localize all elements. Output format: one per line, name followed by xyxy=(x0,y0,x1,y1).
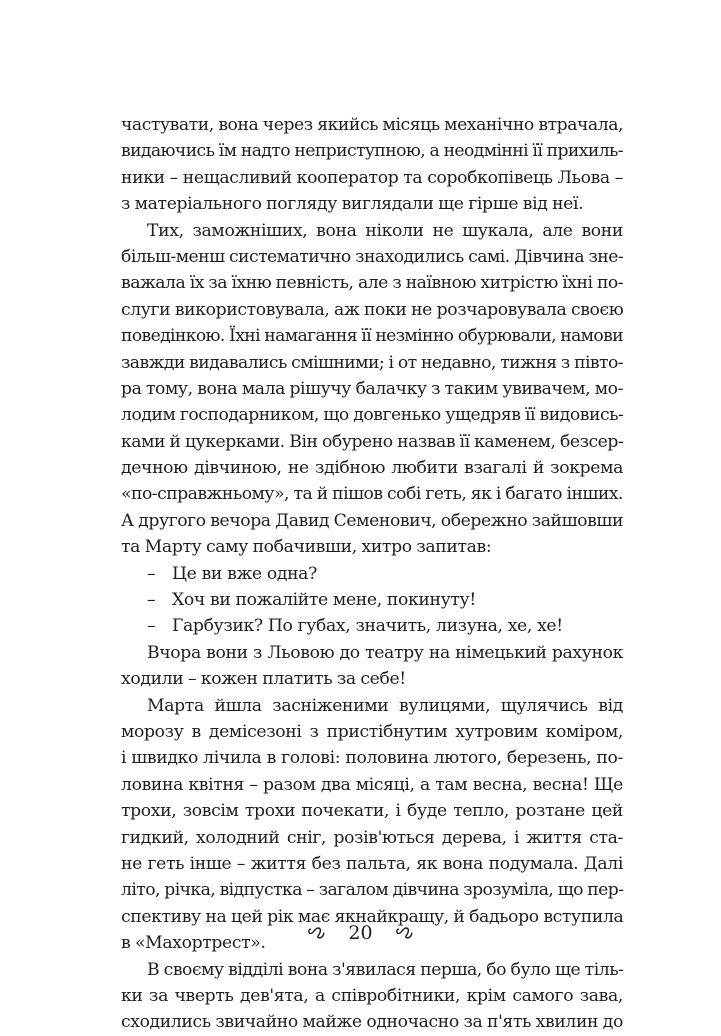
dialogue-text-line xyxy=(121,613,623,639)
text-line: дечною дівчиною, не здібною любити взагалі й зокрема xyxy=(121,458,623,479)
dialogue-dash: – xyxy=(147,563,156,584)
text-line: завжди видавались смішними; і от недавно, тижня з півто- xyxy=(121,352,624,373)
text-line: та Марту саму побачивши, хитро запитав: xyxy=(121,537,492,558)
text-line: трохи, зовсім трохи почекати, і буде тепло, розтане цей xyxy=(121,801,623,822)
swash-ornament-icon xyxy=(395,926,415,940)
text-line: гидкий, холодний сніг, розів'ються дерева, і життя ста- xyxy=(121,827,623,848)
text-line: лодим господарником, що довгенько ущедряв її видовись- xyxy=(121,405,624,426)
paragraph xyxy=(121,693,623,957)
text-line: В своєму відділі вона з'явилася перша, бо було ще тіль- xyxy=(147,959,624,980)
text-line: в «Махортрест». xyxy=(121,933,266,954)
text-line: Марта йшла засніженими вулицями, щулячись від xyxy=(147,695,623,716)
text-line: Тих, заможніших, вона ніколи не шукала, але вони xyxy=(147,220,623,241)
paragraph xyxy=(121,112,623,218)
paragraph xyxy=(121,640,623,693)
paragraph xyxy=(121,218,623,561)
text-line: і швидко лічила в голові: половина лютого, березень, по- xyxy=(121,748,623,769)
text-line: поведінкою. Їхні намагання її незмінно обурювали, намови xyxy=(121,326,623,347)
dialogue-dash: – xyxy=(147,590,156,611)
text-line: видаючись їм надто неприступною, а неодмінні її прихиль- xyxy=(121,141,623,162)
text-line: важала їх за їхню певність, але з наївною хитрістю їхні по- xyxy=(121,273,624,294)
text-line: ловина квітня – разом два місяці, а там весна, весна! Ще xyxy=(121,774,623,795)
text-line: не геть інше – життя без пальта, як вона подумала. Далі xyxy=(121,853,623,874)
swash-ornament-icon xyxy=(307,926,327,940)
text-line: ники – нещасливий кооператор та соробкопівець Льова – xyxy=(121,167,623,188)
text-line: «по-справжньому», та й пішов собі геть, як і багато інших. xyxy=(121,484,623,505)
text-line: з матеріального погляду виглядали ще гірше від неї. xyxy=(121,194,584,215)
page-number: 20 xyxy=(348,922,373,944)
text-line: А другого вечора Давид Семенович, обережно зайшовши xyxy=(121,510,623,531)
dialogue-text: Хоч ви пожалійте мене, покинуту! xyxy=(172,590,476,611)
text-line: ки за чверть дев'ята, а співробітники, крім самого зава, xyxy=(121,985,623,1006)
text-line: літо, річка, відпустка – загалом дівчина зрозуміла, що пер- xyxy=(121,880,624,901)
dialogue-text: Гарбузик? По губах, значить, лизуна, хе, хе! xyxy=(172,616,563,637)
text-line: ками й цукерками. Він обурено назвав її каменем, безсер- xyxy=(121,431,624,452)
dialogue-line xyxy=(121,561,623,587)
dialogue-text-line xyxy=(121,587,623,613)
text-line: частувати, вона через якийсь місяць механічно втрачала, xyxy=(121,115,624,135)
text-line: слуги використовувала, аж поки не розчаровувала своєю xyxy=(121,299,624,320)
text-line: більш-менш систематично знаходились самі. Дівчина зне- xyxy=(121,246,624,267)
text-line: Вчора вони з Льовою до театру на німецький рахунок xyxy=(147,642,623,663)
text-line: спективу на цей рік має якнайкращу, й бадьоро вступила xyxy=(121,906,624,927)
page-footer xyxy=(0,918,721,948)
dialogue-line xyxy=(121,613,623,639)
text-line: сходились звичайно майже одночасно за п'ять хвилин до xyxy=(121,1012,623,1033)
dialogue-text-line xyxy=(121,561,623,587)
dialogue-text: Це ви вже одна? xyxy=(172,563,317,584)
text-line: ходили – кожен платить за себе! xyxy=(121,669,406,690)
text-line: ра тому, вона мала рішучу балачку з таким увивачем, мо- xyxy=(121,378,623,399)
body-text xyxy=(121,112,623,1036)
dialogue-dash: – xyxy=(147,616,156,637)
text-line: морозу в демісезоні з пристібнутим хутровим коміром, xyxy=(121,721,623,742)
dialogue-line xyxy=(121,587,623,613)
